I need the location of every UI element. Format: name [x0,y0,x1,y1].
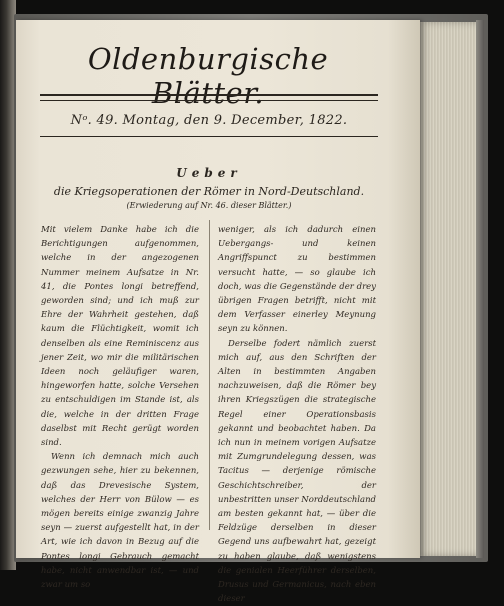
article-subtitle: die Kriegsoperationen der Römer in Nord-Deutschland. [53,185,365,198]
cover-back-edge [476,20,484,558]
article-heading: Ueber [176,166,242,180]
masthead-rule [40,94,378,101]
page-stack-edge [418,22,480,556]
paragraph: Wenn ich demnach mich auch gezwungen sehe, hier zu bekennen, daß das Drevesische System, welches der Herr von Bülow — es mögen bereits einige zwanzig Jahre seyn — zuerst aufgestellt hat, in der Art, wie ich davon in Bezug auf die Pontes longi Gebrauch gemacht habe, nicht anwendbar ist, — und zwar um so [41,452,199,591]
paragraph: Derselbe fodert nämlich zuerst mich auf, aus den Schriften der Alten in bestimmten Angaben nachzuweisen, daß die Römer bey ihren Kriegszügen die strategische Regel einer Operationsbasis gekannt und beobachtet haben. Da ich nun in meinem vorigen Aufsatze mit Zumgrundelegung dessen, was Tacitus — derjenige römische Geschichtschreiber, der unbestritten unser Norddeutschland am besten gekannt hat, — über die Feldzüge derselben in dieser Gegend uns aufbewahrt hat, gezeigt zu haben glaube, daß wenigstens die genialen Heerführer derselben, Drusus und Germanicus, nach eben dieser [218,338,376,605]
paragraph: Mit vielem Danke habe ich die Berichtigungen aufgenommen, welche in der angezogenen Nummer meinem Aufsatze in Nr. 41, die Pontes longi betreffend, geworden sind; und ich muß zur Ehre der Wahrheit gestehen, daß kaum die Flüchtigkeit, womit ich denselben als eine Reminiscenz aus jener Zeit, wo mir die militärischen Ideen noch geläufiger waren, hingeworfen hatte, solche Versehen zu entschuldigen im Stande ist, als die, welche in der dritten Frage daselbst mit Recht gerügt worden sind. [41,225,199,449]
masthead-title: Oldenburgische Blätter. [87,42,329,110]
article-note: (Erwiederung auf Nr. 46. dieser Blätter.) [126,201,292,210]
newspaper-page [16,20,420,605]
issue-rule [40,136,378,137]
text-column-left [41,223,199,592]
issue-line: Nᵒ. 49. Montag, den 9. December, 1822. [70,113,348,128]
paragraph: weniger, als ich dadurch einen Uebergangs- und keinen Angriffspunct zu bestimmen versucht hatte, — so glaube ich doch, was die Gegenstände der drey übrigen Fragen betrifft, nicht mit dem Verfasser einerley Meynung seyn zu können. [218,225,376,335]
text-column-right [218,223,376,606]
column-divider [209,220,210,530]
